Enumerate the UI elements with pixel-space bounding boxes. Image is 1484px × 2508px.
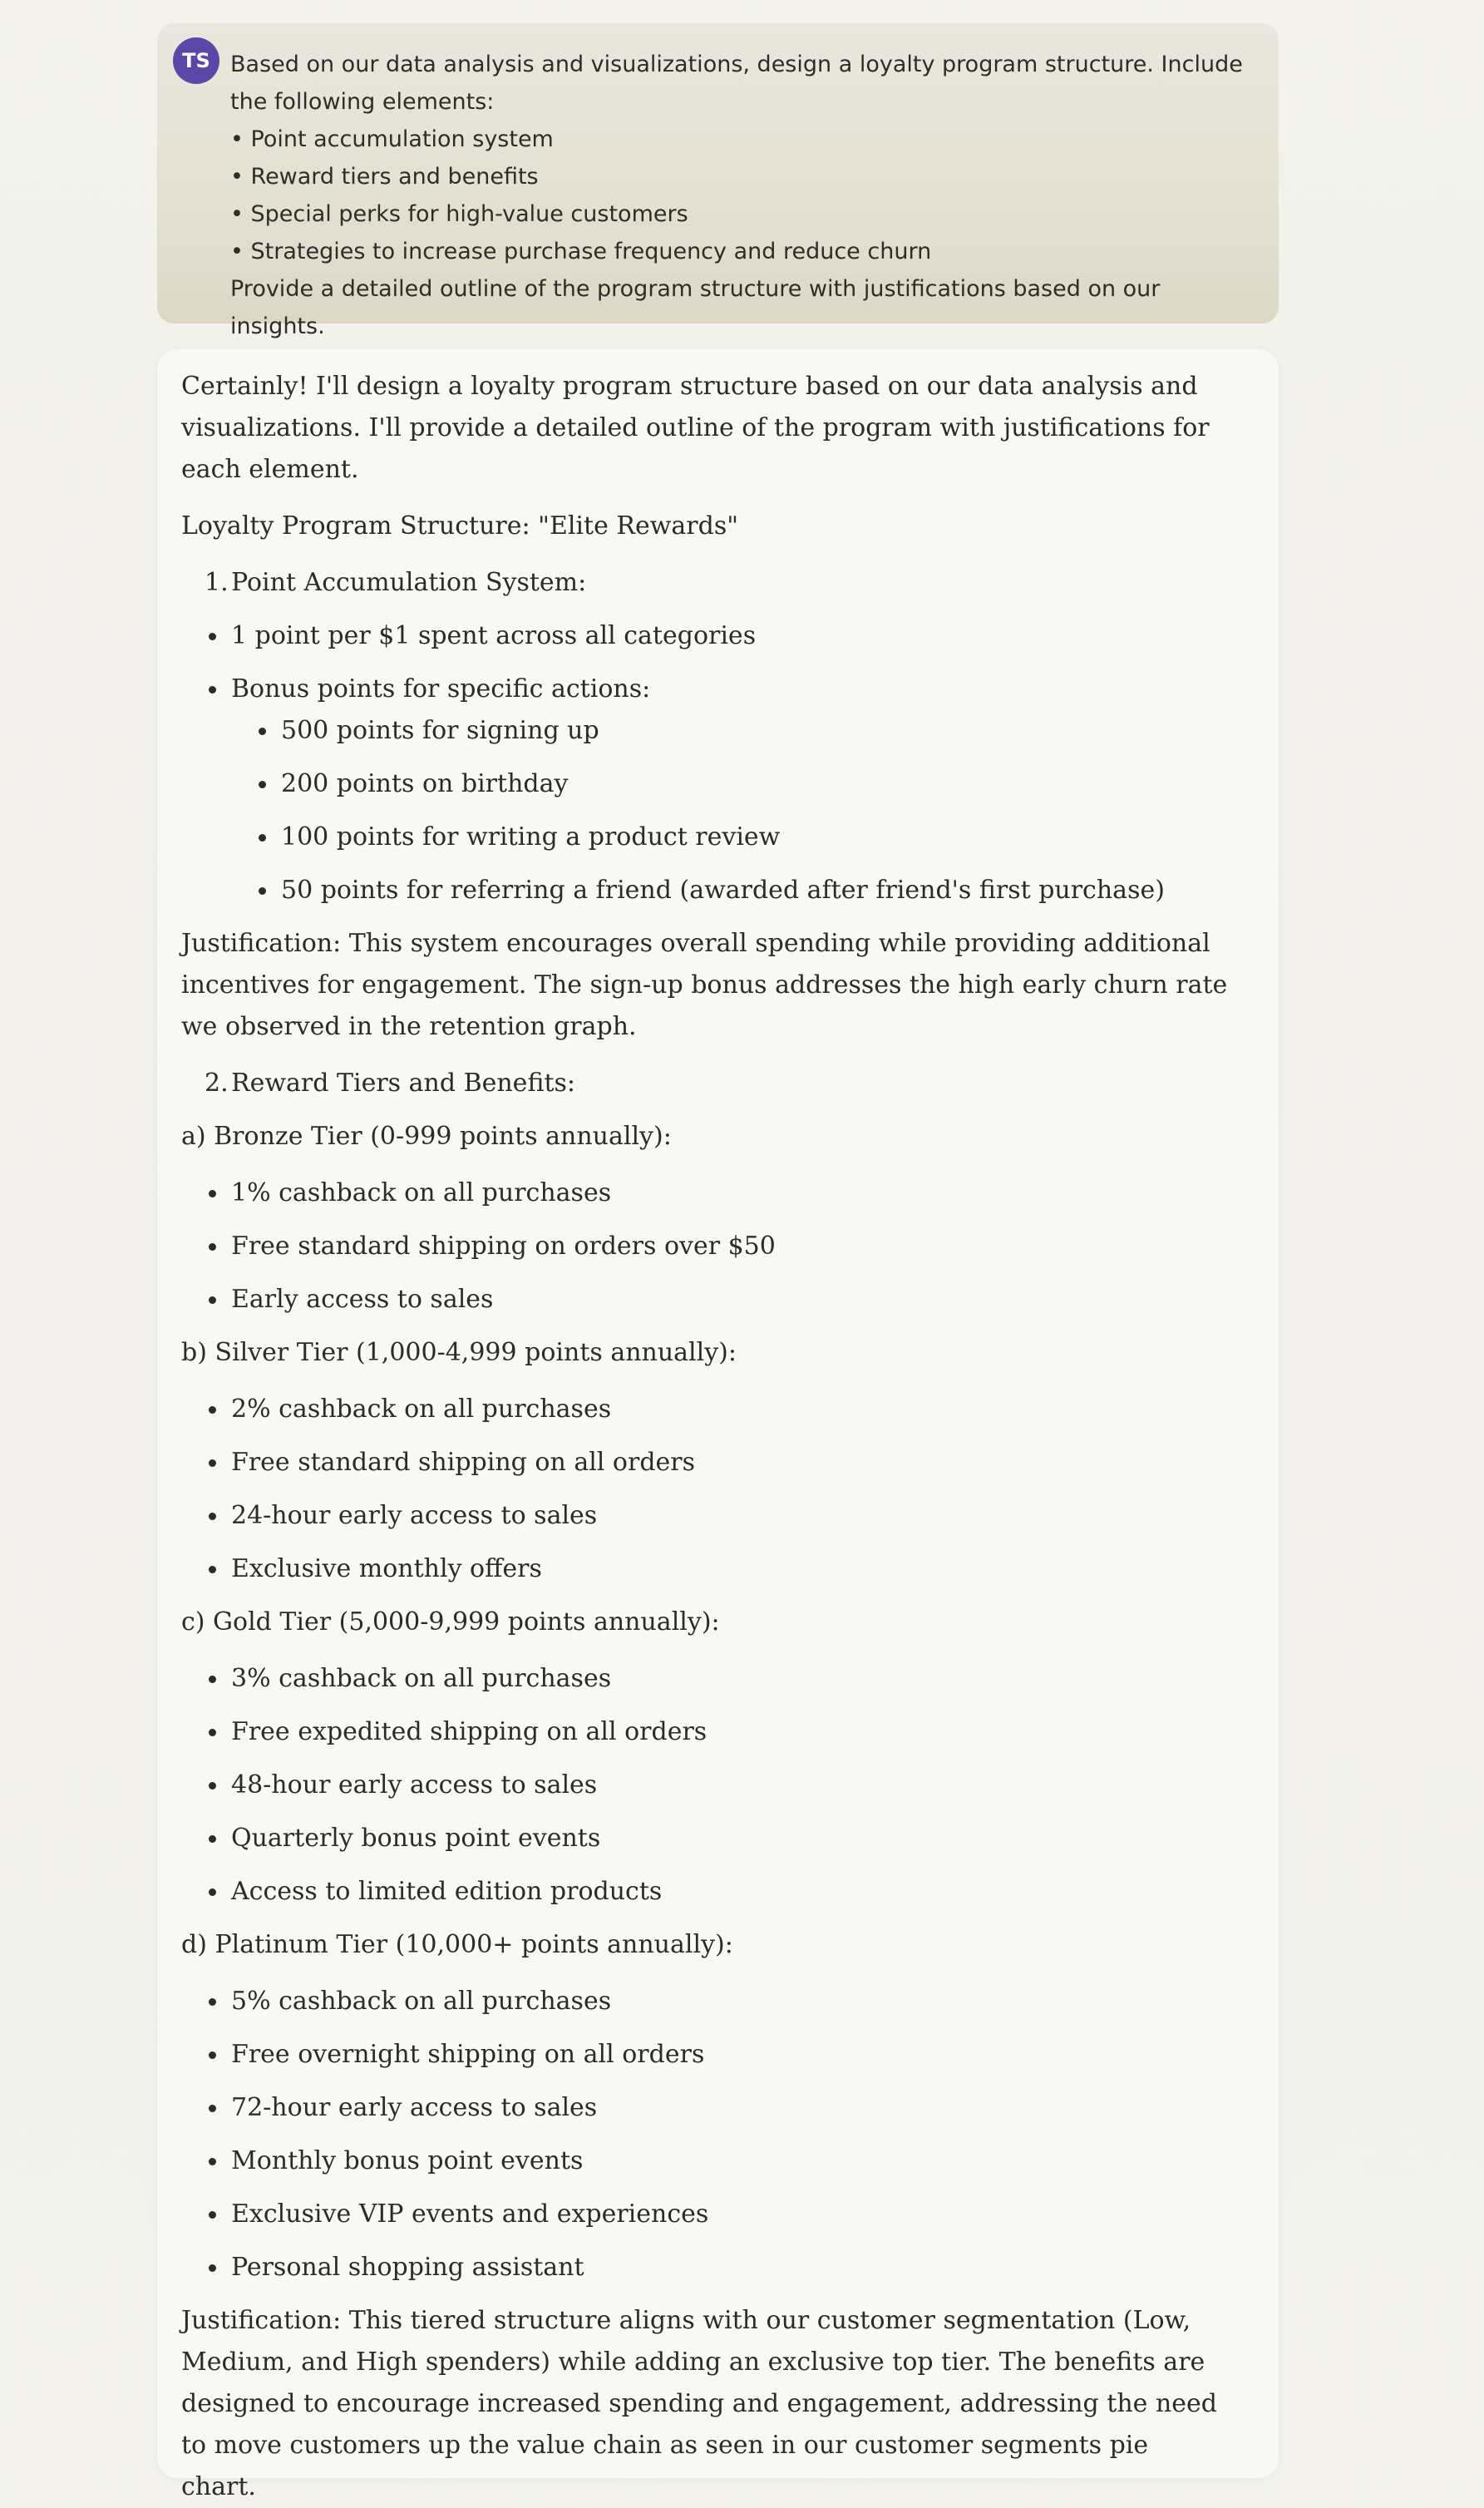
tier-title: b) Silver Tier (1,000-4,999 points annually): [181,1338,737,1367]
benefit-item: 2% cashback on all purchases [231,1389,1229,1430]
benefit-item: Free standard shipping on orders over $50 [231,1226,1229,1267]
section-2-justification: Justification: This tiered structure aligns with our customer segmentation (Low, Medium, and High spenders) while adding an exclusive top tier. The benefits are designed to encourage increased spending and engagement, addressing the need to move customers up the value chain as seen in our customer segments pie chart. [181,2306,1217,2501]
tier-benefits-list [181,1173,1229,1321]
user-element-list [230,121,1245,270]
section-heading [205,1063,1229,1104]
user-message-closing: Provide a detailed outline of the program structure with justifications based on our insights. [230,276,1161,339]
benefit-item: Access to limited edition products [231,1871,1229,1913]
tier-title: a) Bronze Tier (0-999 points annually): [181,1122,672,1151]
benefit-item: Exclusive VIP events and experiences [231,2194,1229,2235]
benefit-item: 48-hour early access to sales [231,1765,1229,1806]
benefit-item: Early access to sales [231,1279,1229,1321]
benefit-item: Free overnight shipping on all orders [231,2034,1229,2076]
section-1-list [181,562,1229,911]
benefit-item: 1% cashback on all purchases [231,1173,1229,1214]
benefit-item: Monthly bonus point events [231,2140,1229,2182]
assistant-intro: Certainly! I'll design a loyalty program structure based on our data analysis and visualizations. I'll provide a detailed outline of the program with justifications for each element. [181,372,1210,484]
list-item [231,669,1229,911]
benefit-item: Exclusive monthly offers [231,1548,1229,1590]
section-heading [205,562,1229,604]
tier-title: d) Platinum Tier (10,000+ points annually): [181,1930,733,1959]
assistant-message [157,349,1279,2501]
section-number: 1. [205,568,229,597]
section-number: 2. [205,1069,229,1098]
user-message-intro: Based on our data analysis and visualizations, design a loyalty program structure. Include the following elements: [230,52,1243,115]
benefit-item: Personal shopping assistant [231,2247,1229,2288]
benefit-item: 24-hour early access to sales [231,1495,1229,1537]
tier-benefits-list [181,1981,1229,2288]
user-element-item: • Strategies to increase purchase frequency and reduce churn [230,233,1245,270]
section-1-justification: Justification: This system encourages overall spending while providing additional incentives for engagement. The sign-up bonus addresses the high early churn rate we observed in the retention graph. [181,929,1228,1041]
bonus-heading: Bonus points for specific actions: [231,674,651,704]
user-message [157,23,1279,339]
bonus-item: 500 points for signing up [281,710,1229,752]
bonus-item: 200 points on birthday [281,763,1229,805]
user-element-item: • Special perks for high-value customers [230,195,1245,233]
list-item: 1 point per $1 spent across all categories [231,615,1229,657]
bonus-item: 100 points for writing a product review [281,817,1229,858]
benefit-item: 3% cashback on all purchases [231,1658,1229,1700]
bonus-list [231,710,1229,911]
tier-title: c) Gold Tier (5,000-9,999 points annually): [181,1607,720,1637]
program-title: Loyalty Program Structure: "Elite Rewards" [181,511,739,541]
section-heading-text: Point Accumulation System: [231,568,587,597]
benefit-item: 5% cashback on all purchases [231,1981,1229,2022]
user-element-item: • Point accumulation system [230,121,1245,158]
user-avatar: TS [173,37,219,84]
benefit-item: Quarterly bonus point events [231,1818,1229,1859]
benefit-item: Free expedited shipping on all orders [231,1711,1229,1753]
tier-benefits-list [181,1658,1229,1913]
benefit-item: 72-hour early access to sales [231,2087,1229,2129]
section-2-list [181,1063,1229,1104]
benefit-item: Free standard shipping on all orders [231,1442,1229,1484]
section-heading-text: Reward Tiers and Benefits: [231,1069,576,1098]
user-element-item: • Reward tiers and benefits [230,158,1245,195]
tier-benefits-list [181,1389,1229,1590]
bonus-item: 50 points for referring a friend (awarded after friend's first purchase) [281,870,1229,911]
